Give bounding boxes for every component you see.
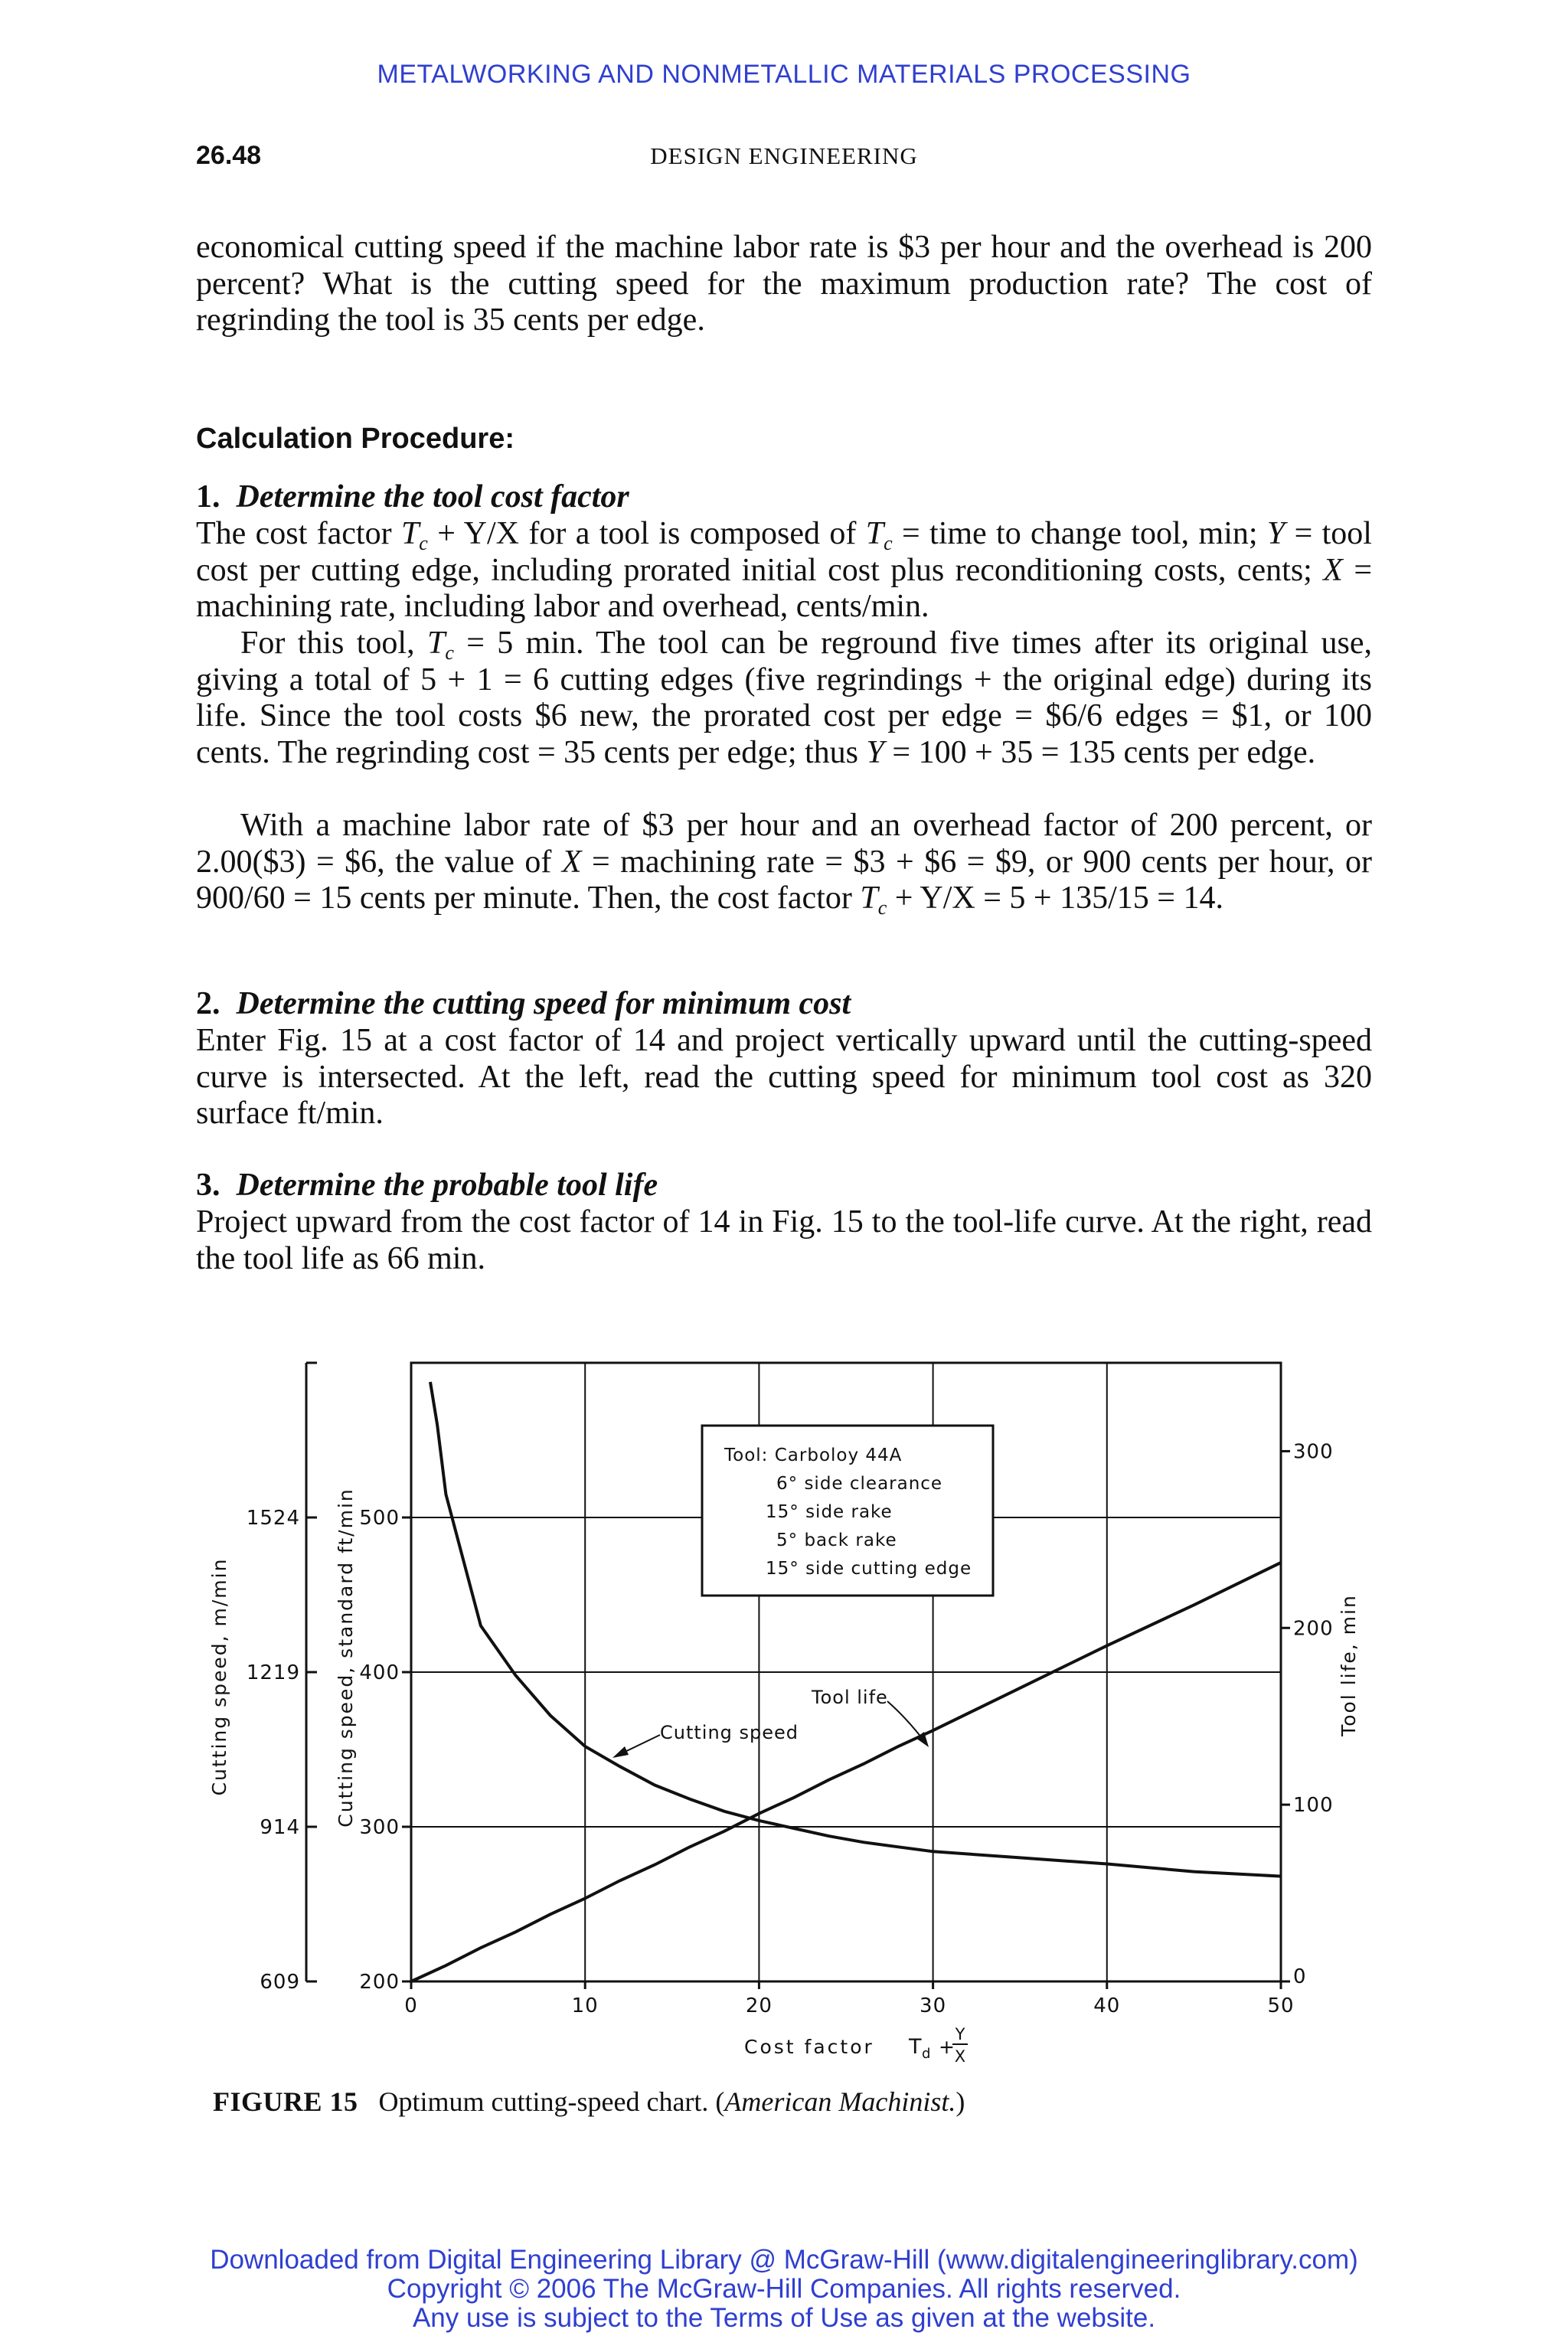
- intro-paragraph: economical cutting speed if the machine labor rate is $3 per hour and the overhead is 200 percent? What is the cutting speed for the maximum production rate? The cost of regrinding the tool is 35 cents per edge.: [196, 230, 1372, 338]
- tick-label-outer-left: 609: [260, 1971, 300, 1994]
- step-1-title: Determine the tool cost factor: [236, 479, 629, 514]
- step-3-heading: [196, 1168, 658, 1204]
- step-1-paragraph-1: The cost factor $T_c + Y/X$ for a tool is composed of $T_c$ = time to change tool, min; Y = tool cost per cutting edge, including prorated initial cost plus reconditioning costs, cents; X = machining rate, including labor and overhead, cents/min.: [196, 516, 1373, 624]
- legend-line-1: Tool: Carboloy 44A: [724, 1446, 903, 1465]
- legend-line-3: 15° side rake: [766, 1502, 893, 1522]
- figure-caption-text: Optimum cutting-speed chart. (: [378, 2086, 725, 2117]
- tick-label-inner-left: 500: [359, 1507, 400, 1530]
- x-formula-numerator: Y: [955, 2025, 965, 2043]
- tool-life-label: Tool life: [812, 1687, 888, 1708]
- tick-label-outer-left: 1219: [246, 1661, 300, 1684]
- tick-label-x: 20: [745, 1994, 773, 2017]
- figure-caption: [213, 2086, 965, 2118]
- figure-label: FIGURE 15: [213, 2086, 358, 2117]
- tick-label-x: 10: [571, 1994, 599, 2017]
- tick-label-right: 0: [1293, 1965, 1307, 1988]
- procedure-title: Calculation Procedure:: [196, 423, 514, 455]
- tick-label-outer-left: 1524: [246, 1507, 300, 1530]
- source-banner: METALWORKING AND NONMETALLIC MATERIALS PROCESSING: [377, 60, 1191, 89]
- step-2-heading: [196, 986, 851, 1023]
- series-tool-life-line: [411, 1563, 1281, 1981]
- x-formula-T: T: [909, 2035, 922, 2059]
- step-1-number: 1.: [196, 479, 220, 514]
- step-2-title: Determine the cutting speed for minimum cost: [236, 986, 851, 1021]
- tick-label-inner-left: 200: [359, 1971, 400, 1994]
- right-axis-label: Tool life, min: [1338, 1594, 1360, 1736]
- tick-label-inner-left: 400: [359, 1661, 400, 1684]
- outer-left-axis-label: Cutting speed, m/min: [208, 1557, 230, 1796]
- step-2-number: 2.: [196, 986, 220, 1021]
- tick-label-x: 0: [404, 1994, 418, 2017]
- step-1-paragraph-3: With a machine labor rate of $3 per hour and an overhead factor of 200 percent, or 2.00($3) = $6, the value of X = machining rate = $3 + $6 = $9, or 900 cents per hour, or 900/60 = 15 cents per minute. Then, the cost factor $T_c + Y/X = 5 + 135/15 = 14$.: [196, 808, 1372, 919]
- figure-caption-close: ): [956, 2086, 965, 2117]
- x-formula-denominator: X: [954, 2047, 966, 2066]
- legend-line-5: 15° side cutting edge: [766, 1559, 972, 1579]
- tick-label-outer-left: 914: [260, 1816, 300, 1839]
- inner-left-ticks: [359, 1507, 400, 1994]
- tick-label-x: 50: [1267, 1994, 1295, 2017]
- legend-box: [702, 1426, 993, 1596]
- running-head: DESIGN ENGINEERING: [650, 142, 918, 169]
- footer-line-3: Any use is subject to the Terms of Use as given at the website.: [412, 2303, 1156, 2333]
- footer-line-2: Copyright © 2006 The McGraw-Hill Companies. All rights reserved.: [387, 2274, 1181, 2304]
- x-formula-sub: d: [922, 2046, 931, 2062]
- legend-line-4: 5° back rake: [776, 1530, 897, 1550]
- footer-line-1: Downloaded from Digital Engineering Library @ McGraw-Hill (www.digitalengineeringlibrary.com): [210, 2245, 1358, 2275]
- step-1-paragraph-2: For this tool, $T_c = 5$ min. The tool can be reground five times after its original use, giving a total of 5 + 1 = 6 cutting edges (five regrindings + the original edge) during its life. Since the tool costs $6 new, the prorated cost per edge = $6/6 edges = $1, or 100 cents. The regrinding cost = 35 cents per edge; thus Y = 100 + 35 = 135 cents per edge.: [196, 626, 1372, 770]
- outer-left-ticks: [247, 1507, 300, 1994]
- cutting-speed-chart: [0, 1340, 1568, 2075]
- step-3-number: 3.: [196, 1168, 220, 1203]
- right-ticks: [1293, 1440, 1334, 1988]
- tick-label-inner-left: 300: [359, 1816, 400, 1839]
- step-3-paragraph: Project upward from the cost factor of 14 in Fig. 15 to the tool-life curve. At the right, read the tool life as 66 min.: [196, 1204, 1372, 1276]
- step-1-heading: [196, 479, 629, 516]
- step-3-title: Determine the probable tool life: [236, 1168, 658, 1203]
- cutting-speed-label: Cutting speed: [660, 1722, 799, 1743]
- tick-label-right: 300: [1293, 1440, 1334, 1464]
- figure-source: American Machinist.: [724, 2086, 956, 2117]
- tick-label-right: 100: [1293, 1794, 1334, 1818]
- tick-label-right: 200: [1293, 1617, 1334, 1641]
- tick-label-x: 40: [1093, 1994, 1121, 2017]
- tool-life-annotation: [811, 1687, 929, 1747]
- inner-left-axis-label: Cutting speed, standard ft/min: [335, 1488, 357, 1828]
- x-axis-label: [744, 2025, 968, 2066]
- cutting-speed-annotation: [612, 1722, 799, 1758]
- step-2-paragraph: Enter Fig. 15 at a cost factor of 14 and project vertically upward until the cutting-speed curve is intersected. At the left, read the cutting speed for minimum tool cost as 320 surface ft/min.: [196, 1023, 1372, 1131]
- x-axis-label-text: Cost factor: [744, 2036, 874, 2058]
- legend-line-2: 6° side clearance: [776, 1474, 943, 1494]
- x-formula-plus: +: [939, 2036, 955, 2058]
- x-ticks: [404, 1994, 1294, 2017]
- page-number: 26.48: [196, 141, 262, 170]
- tick-label-x: 30: [920, 1994, 947, 2017]
